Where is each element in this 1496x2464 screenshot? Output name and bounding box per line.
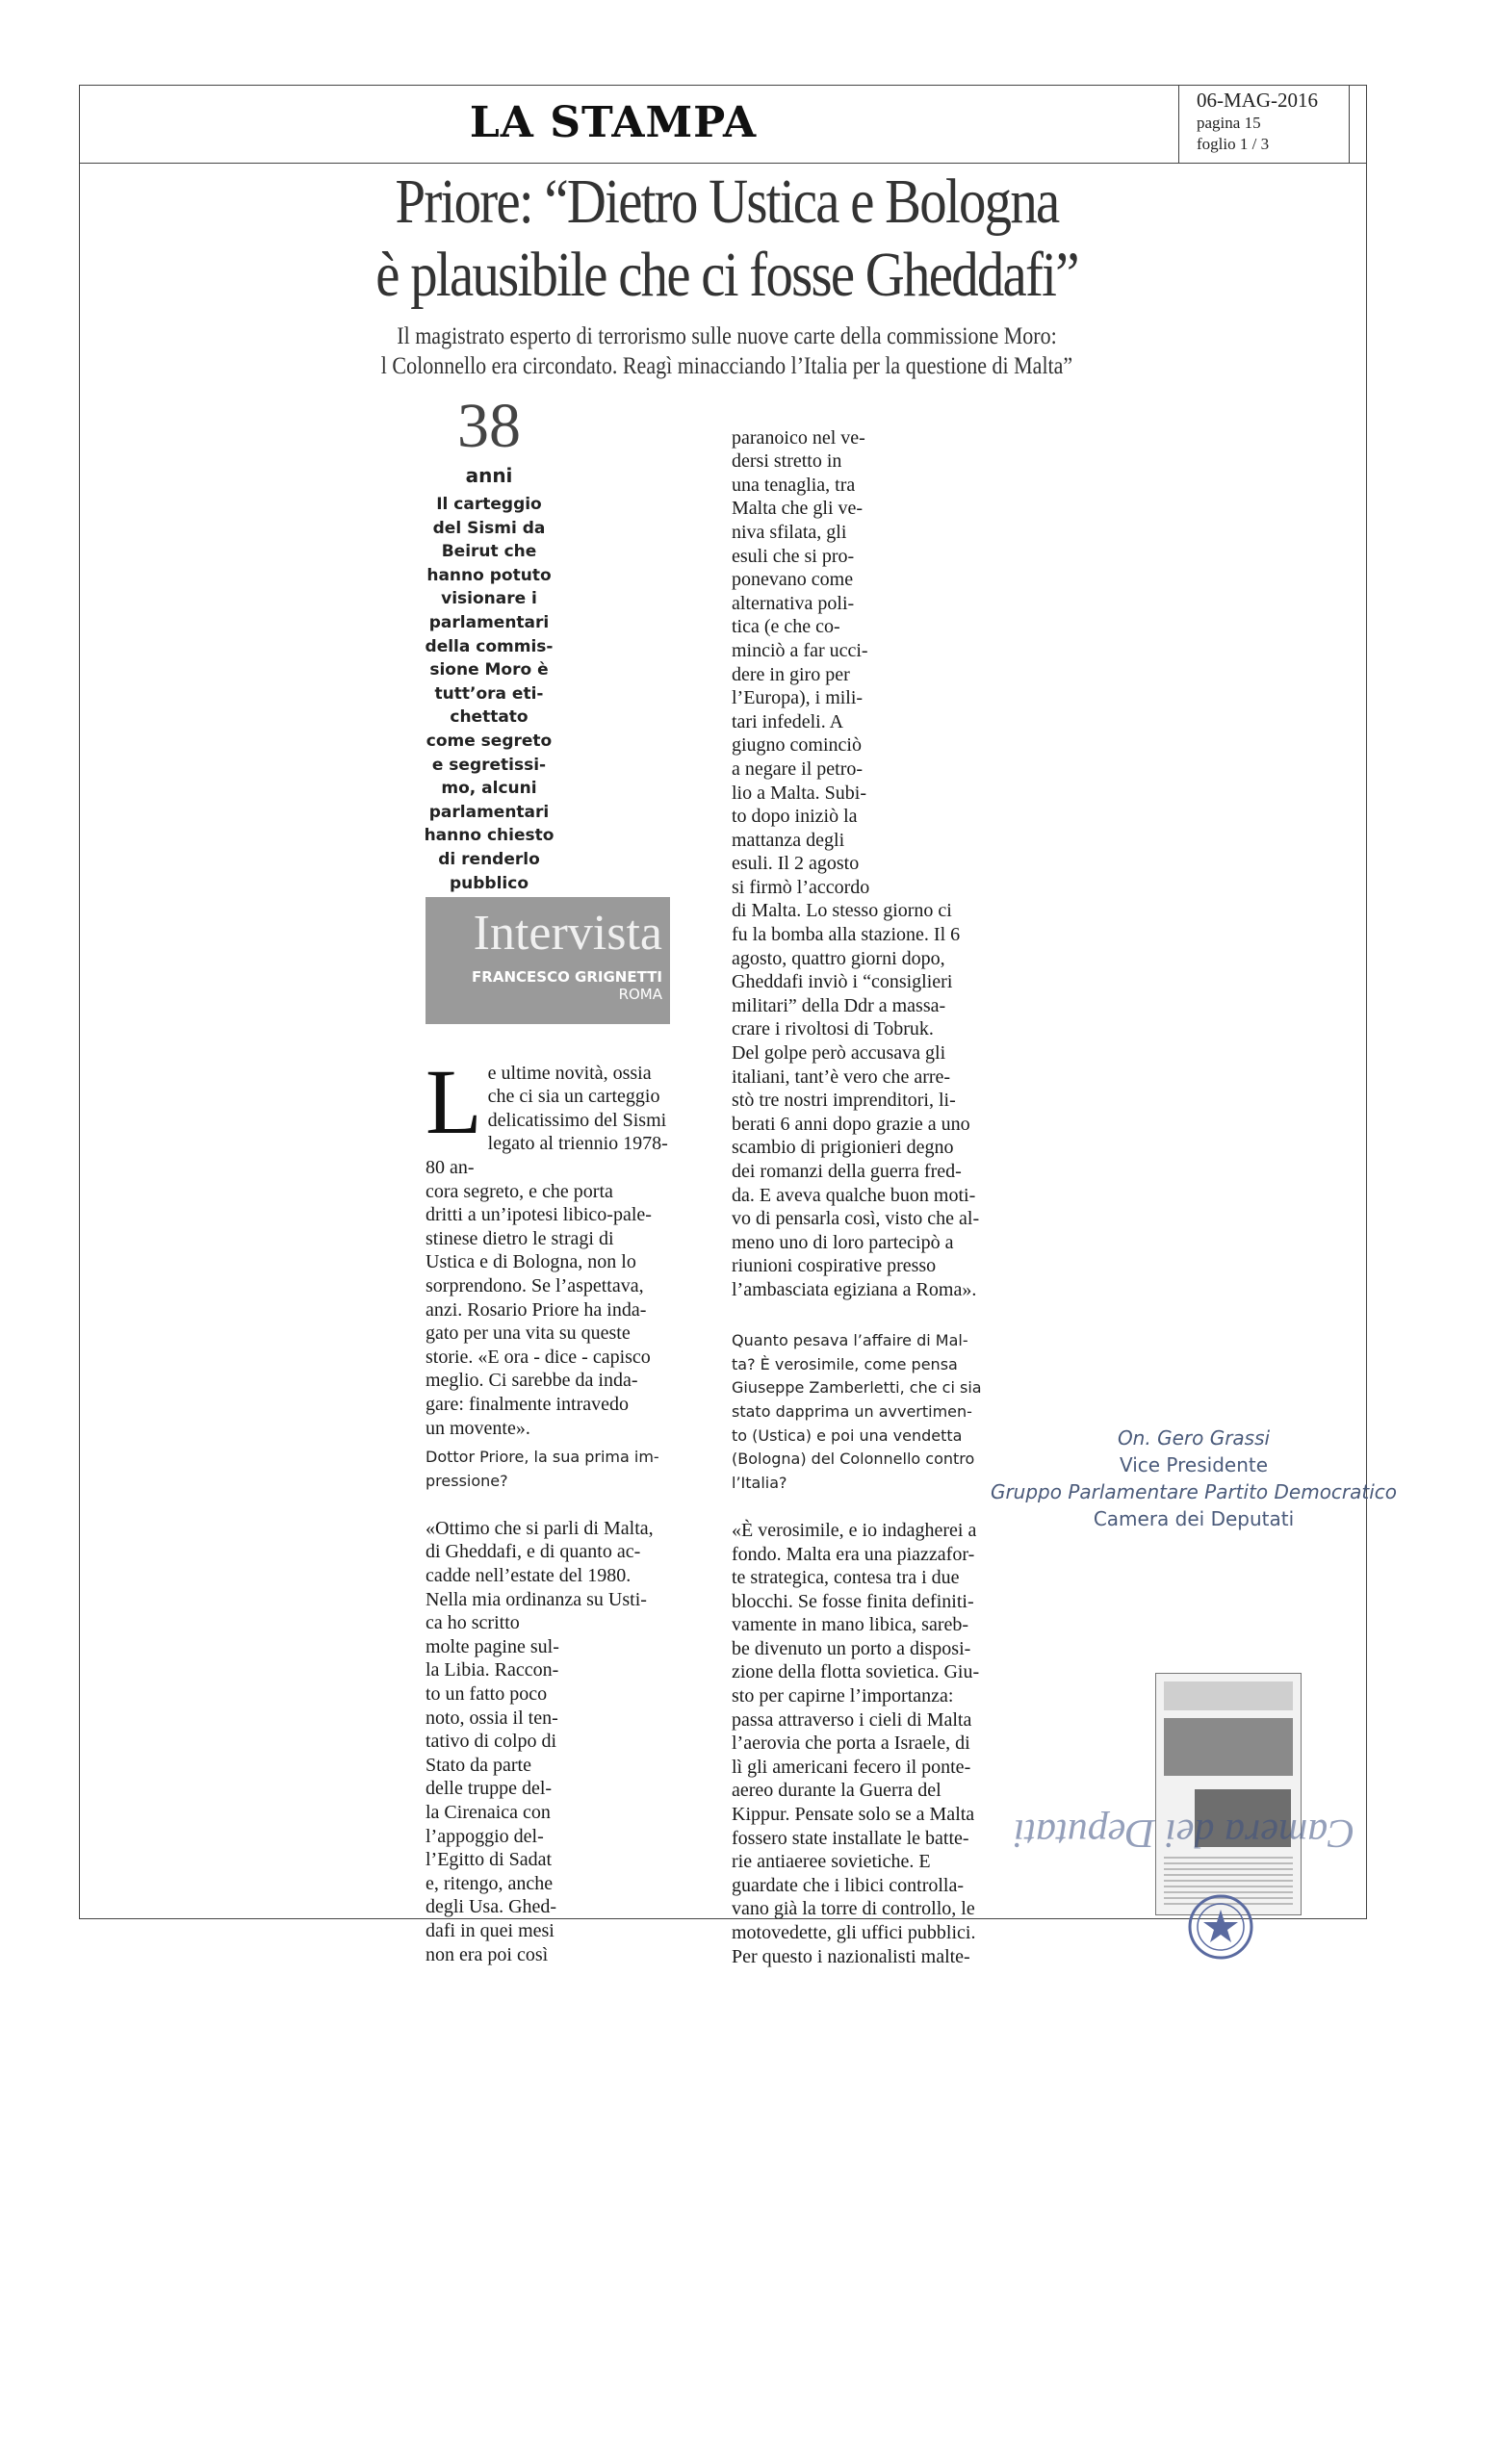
headline	[193, 166, 1260, 312]
interview-banner	[426, 897, 670, 1024]
dateline-city: ROMA	[618, 986, 662, 1003]
factbox-number: 38	[457, 391, 521, 461]
interview-answer: «È verosimile, e io indagherei a fondo. Malta era una piazzafor- te strategica, contesa tra i due blocchi. Se fosse finita definiti- vamente in mano libica, sareb- be divenuto un porto a disposi- zione della flotta sovietica. Giu- sto per capirne l’importanza: passa attraverso i cieli di Malta l’aerovia che porta a Israele, di lì gli americani fecero il ponte- aereo durante la Guerra del Kippur. Pensate solo se a Malta fossero state installate le batte- rie antiaeree sovietiche. E guardate che i libici controlla- vano già la torre di controllo, le motovedette, gli uffici pubblici. Per questo i nazionalisti malte-	[732, 1519, 980, 1967]
article-column-1	[426, 1038, 678, 1990]
archive-stamp: Camera dei Deputati	[1013, 1810, 1355, 1855]
masthead: LA STAMPA	[469, 98, 758, 147]
page-thumbnail	[1155, 1673, 1302, 1915]
interview-kicker: Intervista	[473, 906, 662, 961]
article-intro: e ultime novità, ossia che ci sia un carteggio delicatissimo del Sismi legato al triennio 1978-80 an- cora segreto, e che porta dritti a un’ipotesi libico-pale- stinese dietro le stragi di Ustica e di Bologna, non lo sorprendono. Se l’aspettava, anzi. Rosario Priore ha inda- gato per una vita su queste storie. «E ora - dice - capisco meglio. Ci sarebbe da inda- gare: finalmente intravedo un movente».	[426, 1062, 668, 1439]
thumbnail-photo	[1164, 1718, 1293, 1776]
interview-question: Dottor Priore, la sua prima im- pressione?	[426, 1448, 659, 1490]
article-continuation: paranoico nel ve- dersi stretto in una tenaglia, tra Malta che gli ve- niva sfilata, gli esuli che si pro- ponevano come alternativa poli- tica (e che co- minciò a far ucci- dere in giro per l’Europa), i mili- tari infedeli. A giugno cominciò a negare il petro- lio a Malta. Subi- to dopo iniziò la mattanza degli esuli. Il 2 agosto si firmò l’accordo di Malta. Lo stesso giorno ci fu la bomba alla stazione. Il 6 agosto, quattro giorni dopo, Gheddafi inviò i “consiglieri militari” della Ddr a massa- crare i rivoltosi di Tobruk. Del golpe però accusava gli italiani, tant’è vero che arre- stò tre nostri imprenditori, li- berati 6 anni dopo grazie a uno scambio di prigionieri degno dei romanzi della guerra fred- da. E aveva qualche buon moti- vo di pensarla così, visto che al- meno uno di loro partecipò a riunioni cospirative presso l’ambasciata egiziana a Roma».	[732, 426, 980, 1300]
clipping-page: pagina 15	[1197, 114, 1261, 132]
subheadline	[215, 321, 1240, 381]
signature-block	[982, 1424, 1406, 1532]
interview-question: Quanto pesava l’affaire di Mal- ta? È verosimile, come pensa Giuseppe Zamberletti, che ci sia stato dapprima un avvertimen- to (Ustica) e poi una vendetta (Bologna) del Colonnello contro l’Italia?	[732, 1331, 982, 1492]
headline-line-2: è plausibile che ci fosse Gheddafi”	[375, 240, 1078, 310]
factbox-text: Il carteggio del Sismi da Beirut che hanno potuto visionare i parlamentari della commis- sione Moro è tutt’ora eti- chettato come segreto e segretissi- mo, alcuni parlamentari hanno chiesto di renderlo pubblico	[424, 495, 555, 893]
page-header	[79, 85, 1367, 164]
clipping-date: 06-MAG-2016	[1197, 89, 1318, 112]
interview-answer: «Ottimo che si parli di Malta, di Gheddafi, e di quanto ac- cadde nell’estate del 1980. Nella mia ordinanza su Usti- ca ho scritto molte pagine sul- la Libia. Raccon- to un fatto poco noto, ossia il ten- tativo di colpo di Stato da parte delle truppe del- la Cirenaica con l’appoggio del- l’Egitto di Sadat e, ritengo, anche degli Usa. Ghed- dafi in quei mesi non era poi così	[426, 1517, 654, 1965]
thumbnail-headline	[1164, 1681, 1293, 1710]
emblem-seal-icon	[1186, 1892, 1255, 1962]
author-byline: FRANCESCO GRIGNETTI	[472, 968, 662, 986]
subheadline-line-1: Il magistrato esperto di terrorismo sulle nuove carte della commissione Moro:	[397, 323, 1057, 349]
clipping-info	[1178, 85, 1350, 164]
drop-cap: L	[426, 1049, 482, 1153]
clipping-sheet: foglio 1 / 3	[1197, 135, 1270, 153]
article-column-2	[732, 402, 1020, 1992]
signatory-group: Gruppo Parlamentare Partito Democratico	[990, 1480, 1398, 1503]
signatory-name: On. Gero Grassi	[1117, 1426, 1271, 1450]
headline-line-1: Priore: “Dietro Ustica e Bologna	[395, 167, 1059, 237]
factbox-unit: anni	[465, 464, 513, 487]
factbox	[404, 393, 574, 895]
signatory-chamber: Camera dei Deputati	[1093, 1507, 1295, 1530]
signatory-role: Vice Presidente	[1119, 1453, 1269, 1476]
subheadline-line-2: l Colonnello era circondato. Reagì minacciando l’Italia per la questione di Malta”	[380, 353, 1073, 379]
